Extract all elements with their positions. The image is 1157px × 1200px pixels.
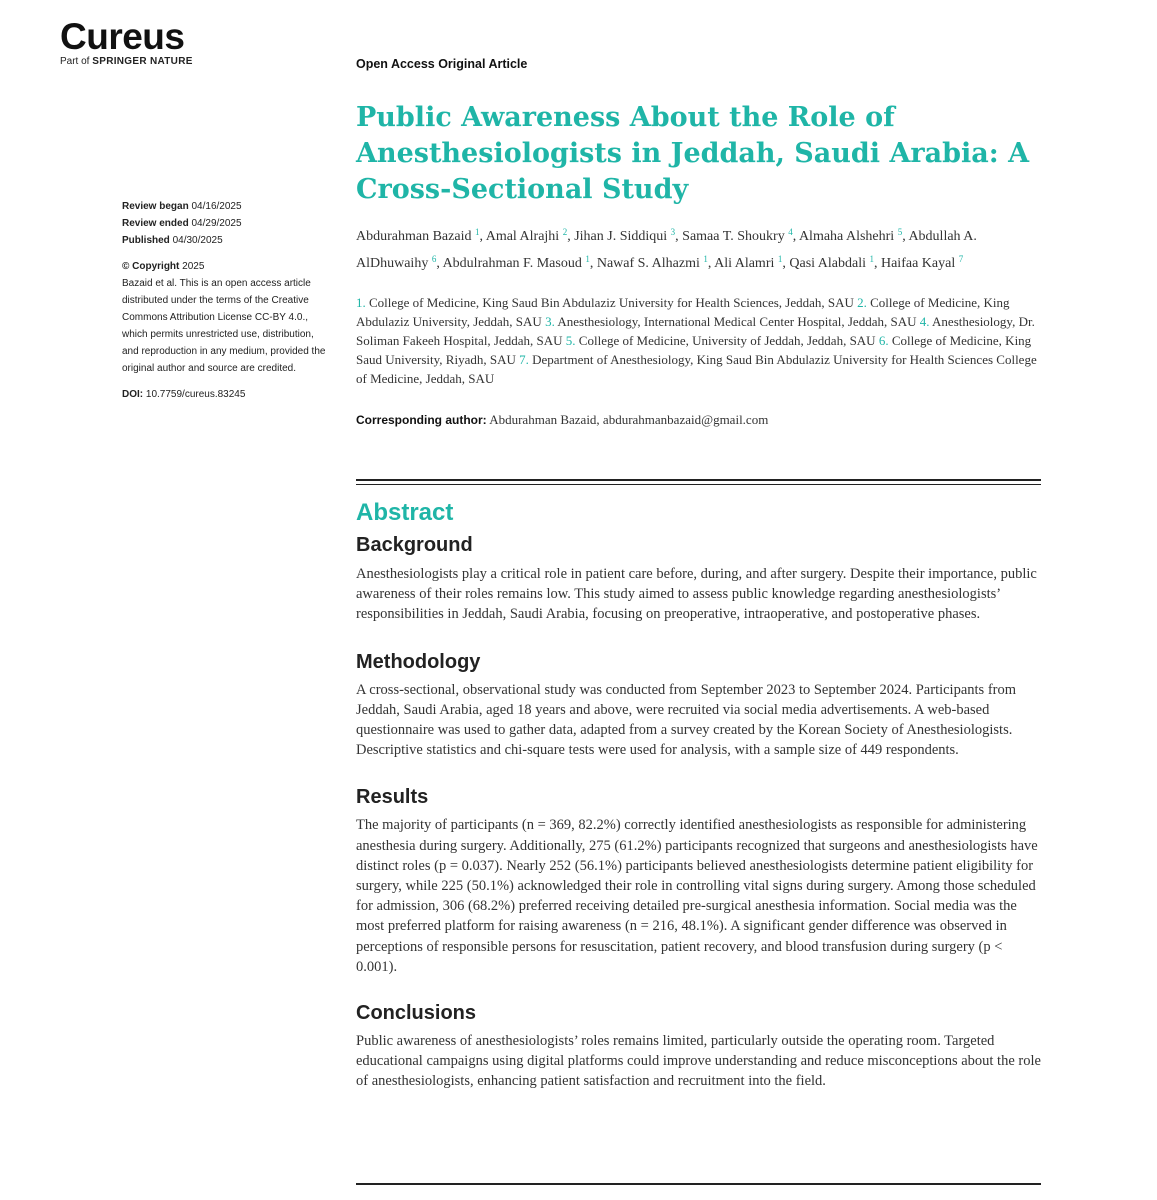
author-name[interactable]: Ali Alamri bbox=[714, 256, 775, 271]
affiliation-number: 2. bbox=[857, 295, 867, 310]
divider-top-thin bbox=[356, 484, 1041, 485]
logo-sub-prefix: Part of bbox=[60, 56, 90, 67]
affiliation-number: 6. bbox=[878, 333, 889, 348]
affiliation-number: 3. bbox=[545, 314, 555, 329]
author-affiliation-mark[interactable]: 1 bbox=[703, 254, 708, 264]
affiliation-text: Department of Anesthesiology, King Saud Bin Abdulaziz University for Health Sciences College of Medicine, Jeddah, SAU bbox=[356, 352, 1037, 386]
conclusions-heading: Conclusions bbox=[356, 1002, 477, 1025]
cureus-logo bbox=[60, 18, 193, 67]
divider-bottom bbox=[356, 1183, 1041, 1185]
author-affiliation-mark[interactable]: 2 bbox=[562, 227, 568, 237]
article-sidebar bbox=[122, 198, 332, 403]
author-affiliation-mark[interactable]: 3 bbox=[670, 227, 676, 237]
author-name[interactable]: Haifaa Kayal bbox=[880, 256, 956, 271]
author-affiliation-mark[interactable]: 1 bbox=[777, 254, 783, 264]
author-affiliation-mark[interactable]: 6 bbox=[431, 254, 437, 264]
author-affiliation-mark[interactable]: 4 bbox=[788, 227, 793, 237]
methodology-text: A cross-sectional, observational study was conducted from September 2023 to September 2024. Participants from Jeddah, Saudi Arabia, aged 18 years and above, were recruited via social media advertisements. A web-based questionnaire was used to gather data, adapted from a survey created by the Korean Society of Anesthesiologists. Descriptive statistics and chi-square tests were used for analysis, with a sample size of 449 respondents. bbox=[356, 681, 1017, 759]
author-name[interactable]: Almaha Alshehri bbox=[798, 229, 895, 244]
background-text: Anesthesiologists play a critical role in patient care before, during, and after surgery. Despite their importance, public awareness of their roles remains low. This study aimed to assess public knowledge regarding anesthesiologists’ responsibilities in Jeddah, Saudi Arabia, focusing on preoperative, intraoperative, and postoperative phases. bbox=[356, 566, 1037, 623]
review-began: Review began 04/16/2025 bbox=[122, 201, 242, 212]
author-affiliation-mark[interactable]: 1 bbox=[585, 254, 590, 264]
copyright: © Copyright 2025 bbox=[122, 261, 205, 272]
author-name[interactable]: Nawaf S. Alhazmi bbox=[596, 256, 700, 271]
review-ended: Review ended 04/29/2025 bbox=[122, 218, 242, 229]
author-name[interactable]: Samaa T. Shoukry bbox=[682, 229, 785, 244]
corresponding-author: Corresponding author: Abdurahman Bazaid, abdurahmanbazaid@gmail.com bbox=[356, 412, 769, 427]
affiliation-text: College of Medicine, King Saud University, Riyadh, SAU bbox=[356, 333, 1032, 367]
author-list: Abdurahman Bazaid $^1$, Amal Alrajhi $^2$, Jihan J. Siddiqui $^3$, Samaa T. Shoukry $^4$, Almaha Alshehri $^5$, Abdullah A. AlDhuwaihy $^6$, Abdulrahman F. Masoud $^1$, Nawaf S. Alhazmi $^1$, Ali Alamri $^1$, Qasi Alabdali $^1$, Haifaa Kayal $^7$ bbox=[356, 227, 977, 271]
divider-top bbox=[356, 479, 1041, 481]
affiliation-text: College of Medicine, University of Jeddah, Jeddah, SAU bbox=[578, 333, 876, 348]
affiliation-text: Anesthesiology, Dr. Soliman Fakeeh Hospital, Jeddah, SAU bbox=[356, 314, 1035, 348]
published-date: Published 04/30/2025 bbox=[122, 235, 223, 246]
abstract-section bbox=[356, 498, 1044, 1092]
author-affiliation-mark[interactable]: 1 bbox=[474, 227, 480, 237]
affiliation-text: Anesthesiology, International Medical Center Hospital, Jeddah, SAU bbox=[557, 314, 917, 329]
author-name[interactable]: Abdurahman Bazaid bbox=[356, 229, 472, 244]
logo-wordmark: Cureus bbox=[60, 16, 185, 57]
logo-subline bbox=[60, 56, 193, 67]
article-type: Open Access Original Article bbox=[356, 57, 528, 71]
author-name[interactable]: Jihan J. Siddiqui bbox=[574, 229, 668, 244]
author-name[interactable]: Abdullah A. AlDhuwaihy bbox=[356, 229, 977, 271]
author-affiliation-mark[interactable]: 7 bbox=[958, 254, 964, 264]
doi[interactable]: DOI: 10.7759/cureus.83245 bbox=[122, 389, 246, 400]
author-affiliation-mark[interactable]: 5 bbox=[897, 227, 903, 237]
author-affiliation-mark[interactable]: 1 bbox=[869, 254, 874, 264]
methodology-heading: Methodology bbox=[356, 650, 481, 673]
affiliation-text: College of Medicine, King Saud Bin Abdulaziz University for Health Sciences, Jeddah, SAU bbox=[369, 295, 854, 310]
conclusions-text: Public awareness of anesthesiologists’ roles remains limited, particularly outside the operating room. Targeted educational campaigns using digital platforms could improve understanding and reduce misconceptions about the role of anesthesiologists, enhancing patient satisfaction and recruitment into the field. bbox=[356, 1033, 1041, 1090]
affiliation-number: 5. bbox=[565, 333, 576, 348]
author-name[interactable]: Qasi Alabdali bbox=[789, 256, 866, 271]
affiliation-number: 1. bbox=[356, 295, 366, 310]
author-name[interactable]: Abdulrahman F. Masoud bbox=[442, 256, 582, 271]
article-header bbox=[356, 100, 1046, 428]
logo-sub-brand: SPRINGER NATURE bbox=[92, 56, 193, 67]
author-name[interactable]: Amal Alrajhi bbox=[485, 229, 560, 244]
article-title: Public Awareness About the Role of Anesthesiologists in Jeddah, Saudi Arabia: A Cross-Sectional Study bbox=[356, 102, 1030, 205]
background-heading: Background bbox=[356, 534, 473, 556]
affiliation-text: College of Medicine, King Abdulaziz University, Jeddah, SAU bbox=[356, 295, 1010, 329]
license-text: Bazaid et al. This is an open access article distributed under the terms of the Creative Commons Attribution License CC-BY 4.0., which permits unrestricted use, distribution, and reproduction in any medium, provided the original author and source are credited. bbox=[122, 278, 326, 374]
abstract-heading: Abstract bbox=[356, 499, 454, 526]
affiliation-list bbox=[356, 293, 1046, 388]
affiliation-number: 4. bbox=[919, 314, 930, 329]
results-heading: Results bbox=[356, 786, 429, 809]
results-text: The majority of participants (n = 369, 82.2%) correctly identified anesthesiologists as responsible for administering anesthesia during surgery. Additionally, 275 (61.2%) participants recognized that surgeons and anesthesiologists have distinct roles (p = 0.037). Nearly 252 (56.1%) participants believed anesthesiologists determine patient eligibility for surgery, while 225 (50.1%) acknowledged their role in controlling vital signs during surgery. Among those scheduled for admission, 306 (68.2%) preferred receiving detailed pre-surgical anesthesia information. Social media was the most preferred platform for raising awareness (n = 216, 48.1%). A significant gender difference was observed in perceptions of responsible persons for resuscitation, patient recovery, and blood transfusion during surgery (p < 0.001). bbox=[356, 817, 1038, 975]
affiliation-number: 7. bbox=[519, 352, 529, 367]
